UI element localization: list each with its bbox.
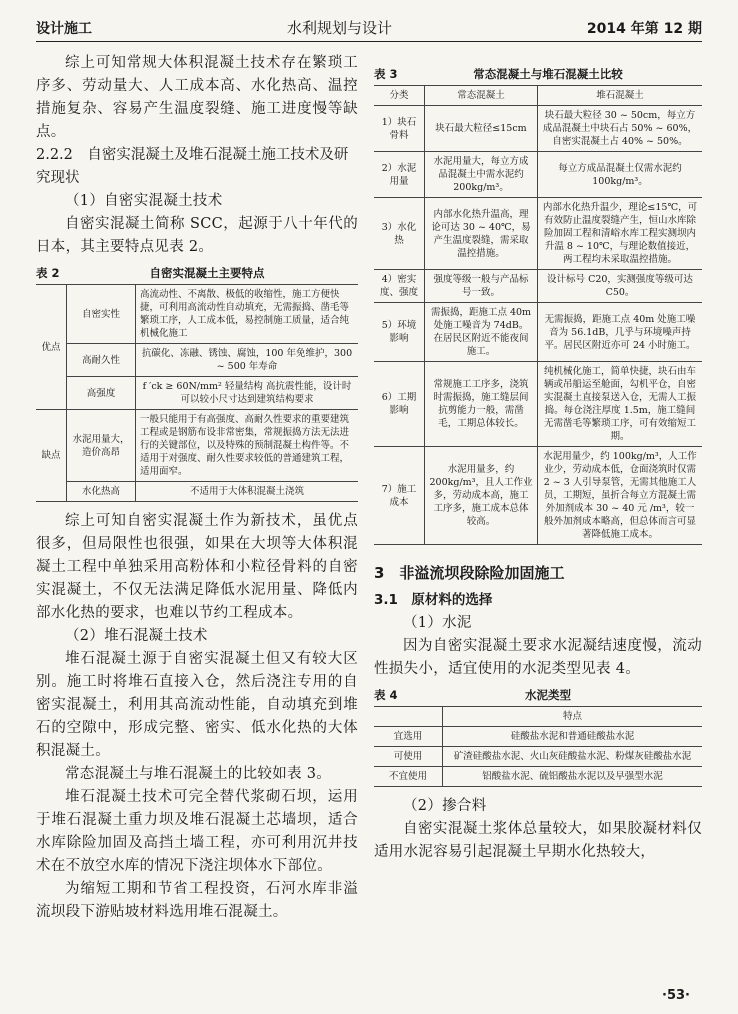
table-header-row — [374, 86, 702, 106]
conventional-cell: 块石最大粒径≤15cm — [425, 106, 538, 152]
table-row — [374, 362, 702, 447]
subheading-admixture: （2）掺合料 — [403, 798, 487, 814]
conventional-cell: 水泥用量大，每立方成品混凝土中需水泥约 200kg/m³。 — [425, 152, 538, 198]
category-cell: 4）密实度、强度 — [374, 270, 425, 303]
section-label: 设计施工 — [36, 21, 92, 37]
table-2-caption — [36, 265, 358, 281]
issue-label: 2014 年第 12 期 — [586, 21, 702, 37]
feature-name: 自密实性 — [67, 285, 136, 344]
left-column — [36, 52, 358, 924]
section-heading-3-1: 3.1 原材料的选择 — [374, 592, 493, 608]
row-group-advantages: 优点 — [36, 285, 67, 410]
column-header: 堆石混凝土 — [538, 86, 703, 106]
table-number: 表 4 — [374, 688, 398, 702]
category-cell: 3）水化热 — [374, 198, 425, 270]
table-number: 表 3 — [374, 67, 398, 81]
table-row — [36, 344, 358, 377]
usage-cell: 不宜使用 — [374, 767, 443, 787]
table-4 — [374, 706, 702, 787]
table-header-row — [374, 707, 702, 727]
table-row — [374, 747, 702, 767]
rockfill-cell: 每立方成品混凝土仅需水泥约 100kg/m³。 — [538, 152, 703, 198]
page-header — [36, 14, 702, 42]
table-3 — [374, 85, 702, 545]
paragraph: 综上可知常规大体积混凝土技术存在繁琐工序多、劳动量大、人工成本高、水化热高、温控措施复杂、容易产生温度裂缝、施工进度慢等缺点。 — [36, 55, 358, 140]
paragraph: 自密实混凝土简称 SCC，起源于八十年代的日本，其主要特点见表 2。 — [36, 216, 358, 255]
feature-desc: f ′ck ≥ 60N/mm² 轻量结构 高抗震性能，设计时可以较小尺寸达到建筑结构要求 — [136, 377, 359, 410]
paragraph: 堆石混凝土源于自密实混凝土但又有较大区别。施工时将堆石直接入仓，然后浇注专用的自密实混凝土，利用其高流动性能，自动填充到堆石的空隙中，形成完整、密实、低水化热的大体积混凝土。 — [36, 651, 358, 759]
cement-types-cell: 铝酸盐水泥、硫铝酸盐水泥以及早强型水泥 — [443, 767, 703, 787]
table-row — [374, 152, 702, 198]
column-header: 常态混凝土 — [425, 86, 538, 106]
table-3-caption — [374, 66, 702, 82]
table-title: 自密实混凝土主要特点 — [149, 266, 265, 280]
section-heading-2-2-2: 2.2.2 自密实混凝土及堆石混凝土施工技术及研究现状 — [36, 147, 349, 186]
feature-desc: 一般只能用于有高强度、高耐久性要求的重要建筑工程或是钢筋布设非常密集，常规振捣方法无法进行的关键部位，以及特殊的预制混凝土构件等。不适用于对强度、耐久性要求较低的普通建筑工程，适用面窄。 — [136, 410, 359, 482]
category-cell: 1）块石骨料 — [374, 106, 425, 152]
usage-cell: 可使用 — [374, 747, 443, 767]
table-2 — [36, 284, 358, 502]
paragraph: 为缩短工期和节省工程投资，石河水库非溢流坝段下游贴坡材料选用堆石混凝土。 — [36, 881, 358, 920]
conventional-cell: 水泥用量多，约 200kg/m³，且人工作业多，劳动成本高，施工工序多，施工成本总体较高。 — [425, 447, 538, 545]
feature-name: 水泥用量大，造价高昂 — [67, 410, 136, 482]
paragraph: 堆石混凝土技术可完全替代浆砌石坝，运用于堆石混凝土重力坝及堆石混凝土芯墙坝，适合水库除险加固及高挡土墙工程，亦可利用沉井技术在不放空水库的情况下浇注坝体水下部位。 — [36, 789, 358, 874]
rockfill-cell: 设计标号 C20，实测强度等级可达 C50。 — [538, 270, 703, 303]
table-row — [374, 727, 702, 747]
column-header: 分类 — [374, 86, 425, 106]
table-row — [374, 767, 702, 787]
feature-desc: 高流动性、不离散、极低的收缩性，施工方便快捷，可利用高流动性自动填充，无需振捣、凿毛等繁琐工序，人工成本低，易控制施工质量，适合纯机械化施工 — [136, 285, 359, 344]
column-header — [374, 707, 443, 727]
feature-name: 高强度 — [67, 377, 136, 410]
table-title: 常态混凝土与堆石混凝土比较 — [473, 67, 623, 81]
right-column — [374, 52, 702, 864]
rockfill-cell: 块石最大粒径 30 ~ 50cm，每立方成品混凝土中块石占 50% ~ 60%，自密实混凝土占 40% ~ 50%。 — [538, 106, 703, 152]
category-cell: 5）环境影响 — [374, 303, 425, 362]
conventional-cell: 内部水化热升温高，理论可达 30 ~ 40℃，易产生温度裂缝，需采取温控措施。 — [425, 198, 538, 270]
subheading-cement: （1）水泥 — [403, 615, 472, 631]
usage-cell: 宜选用 — [374, 727, 443, 747]
table-row — [36, 285, 358, 344]
conventional-cell: 常规施工工序多，浇筑时需振捣，施工缝层间抗剪能力一般，需凿毛，工期总体较长。 — [425, 362, 538, 447]
feature-desc: 抗碳化、冻融、锈蚀、腐蚀，100 年免维护，300 ~ 500 年寿命 — [136, 344, 359, 377]
conventional-cell: 需振捣，距施工点 40m 处施工噪音为 74dB。在居民区附近不能夜间施工。 — [425, 303, 538, 362]
paragraph: 自密实混凝土浆体总量较大，如果胶凝材料仅适用水泥容易引起混凝土早期水化热较大， — [374, 821, 702, 860]
table-row — [374, 106, 702, 152]
table-row — [374, 303, 702, 362]
cement-types-cell: 矿渣硅酸盐水泥、火山灰硅酸盐水泥、粉煤灰硅酸盐水泥 — [443, 747, 703, 767]
conventional-cell: 强度等级一般与产品标号一致。 — [425, 270, 538, 303]
paragraph: 常态混凝土与堆石混凝土的比较如表 3。 — [65, 766, 332, 782]
journal-title: 水利规划与设计 — [286, 19, 392, 37]
table-row — [36, 377, 358, 410]
feature-name: 水化热高 — [67, 482, 136, 502]
table-row — [36, 482, 358, 502]
category-cell: 2）水泥用量 — [374, 152, 425, 198]
table-row — [374, 270, 702, 303]
page-number: ·53· — [662, 988, 690, 1003]
cement-types-cell: 硅酸盐水泥和普通硅酸盐水泥 — [443, 727, 703, 747]
subheading-rockfill: （2）堆石混凝土技术 — [65, 628, 208, 644]
table-row — [36, 410, 358, 482]
table-number: 表 2 — [36, 266, 60, 280]
table-row — [374, 447, 702, 545]
rockfill-cell: 水泥用量少，约 100kg/m³，人工作业少，劳动成本低，仓面浇筑时仅需 2 ~ 3 人引导泵管，无需其他施工人员，工期短，虽折合每立方混凝土需外加剂成本 30 ~ 40 元 /m³，较一般外加剂成本略高，但总体而言可显著降低施工成本。 — [538, 447, 703, 545]
category-cell: 6）工期影响 — [374, 362, 425, 447]
subheading-scc: （1）自密实混凝土技术 — [65, 193, 223, 209]
paragraph: 综上可知自密实混凝土作为新技术，虽优点很多，但局限性也很强，如果在大坝等大体积混凝土工程中单独采用高粉体和小粒径骨料的自密实混凝土，不仅无法满足降低水泥用量、降低内部水化热的要求，也难以节约工程成本。 — [36, 513, 358, 621]
rockfill-cell: 内部水化热升温少，理论≤15℃，可有效防止温度裂缝产生，恒山水库除险加固工程和清峪水库工程实测坝内升温 8 ~ 10℃，与理论数值接近，两工程均未采取温控措施。 — [538, 198, 703, 270]
rockfill-cell: 无需振捣，距施工点 40m 处施工噪音为 56.1dB，几乎与环境噪声持平。居民区附近亦可 24 小时施工。 — [538, 303, 703, 362]
paragraph: 因为自密实混凝土要求水泥凝结速度慢，流动性损失小，适宜使用的水泥类型见表 4。 — [374, 638, 702, 677]
category-cell: 7）施工成本 — [374, 447, 425, 545]
column-header: 特点 — [443, 707, 703, 727]
table-row — [374, 198, 702, 270]
feature-desc: 不适用于大体积混凝土浇筑 — [136, 482, 359, 502]
section-heading-3: 3 非溢流坝段除险加固施工 — [374, 564, 565, 582]
rockfill-cell: 纯机械化施工，简单快捷，块石由车辆或吊船运至舱面，勾机平仓，自密实混凝土直接泵送入仓，无需人工振捣。每仓浇注厚度 1.5m，施工缝间无需凿毛等繁琐工序，可有效缩短工期。 — [538, 362, 703, 447]
row-group-disadvantages: 缺点 — [36, 410, 67, 502]
table-4-caption — [374, 687, 702, 703]
feature-name: 高耐久性 — [67, 344, 136, 377]
table-title: 水泥类型 — [525, 688, 571, 702]
